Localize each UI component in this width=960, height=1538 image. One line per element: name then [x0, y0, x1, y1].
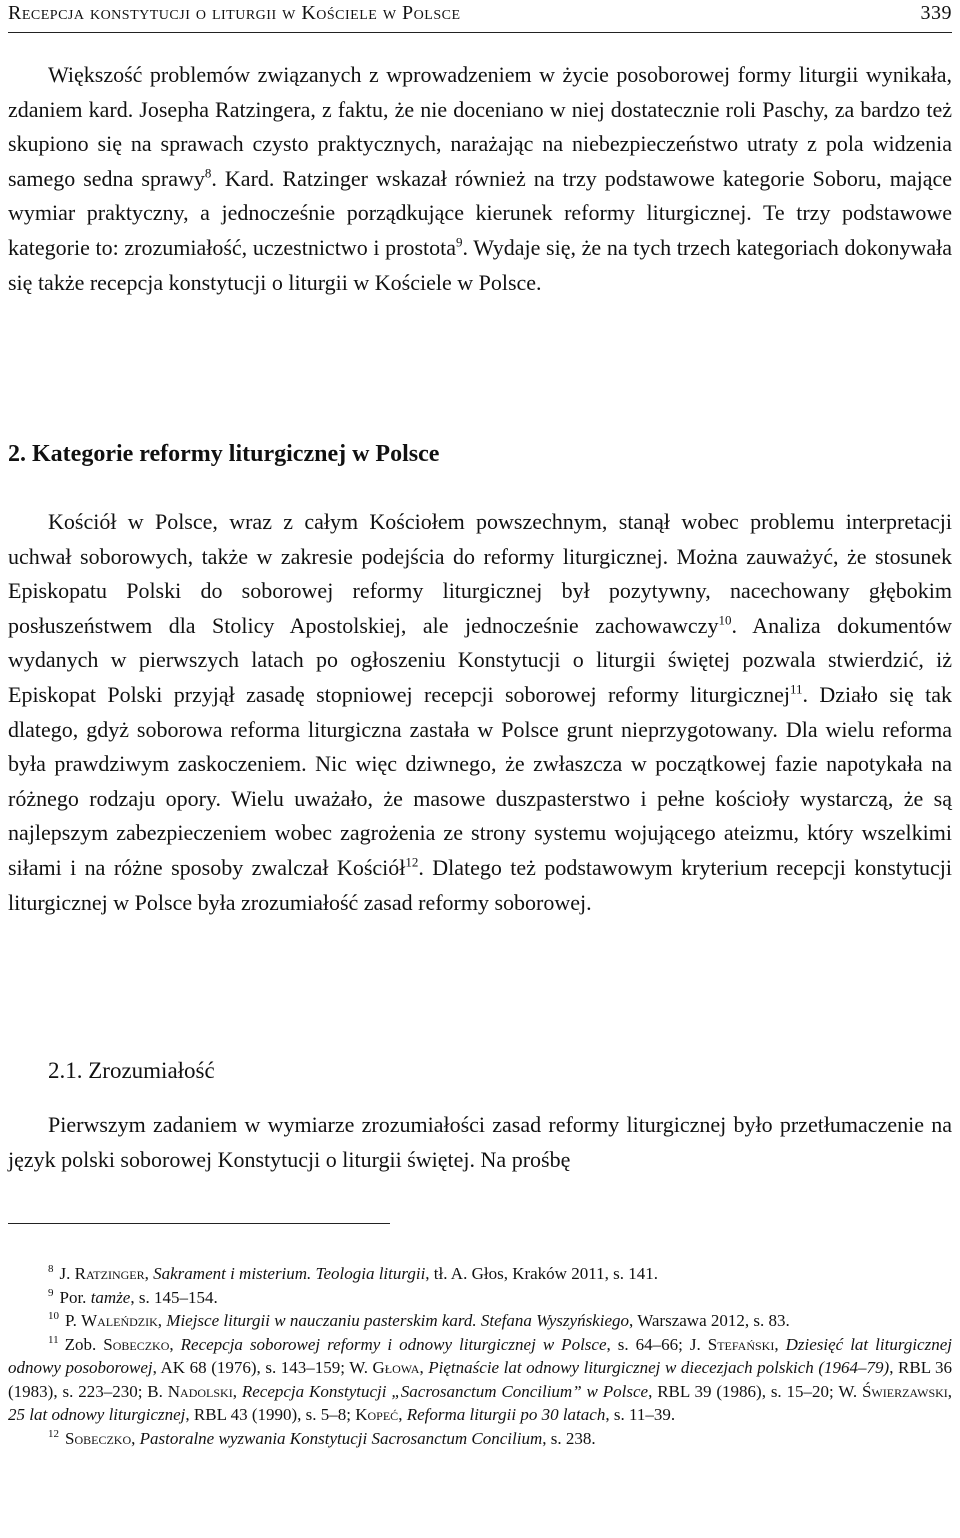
footnote-author: Nadolski — [167, 1381, 233, 1401]
footnote-text: , AK 68 (1976), s. 143–159; W. — [152, 1358, 373, 1377]
footnote-title: Sakrament i misterium. Teologia liturgii — [153, 1264, 426, 1283]
footnote-number: 11 — [48, 1333, 59, 1346]
footnote-title: Pastoralne wyzwania Konstytucji Sacrosanctum Concilium — [139, 1428, 543, 1448]
footnote-8 — [8, 1262, 952, 1286]
footnote-text: Zob. — [64, 1334, 104, 1354]
footnote-author: Kopeć — [355, 1405, 399, 1424]
paragraph-2-text-1: Kościół w Polsce, wraz z całym Kościołem powszechnym, stanął wobec problemu interpretacji uchwał soborowych, także w zakresie podejścia do reformy liturgicznej. Można zauważyć, że stosunek Episkopatu Polski do soborowej reformy liturgicznej był pozytywny, nacechowany głębokim posłuszeństwem dla Stolicy Apostolskiej, ale jednocześnie zachowawczy — [8, 509, 952, 638]
footnote-text: P. — [65, 1311, 82, 1330]
footnote-11 — [8, 1333, 952, 1427]
footnote-title: Dziesięć lat liturgicznej odnowy posoborowej — [8, 1334, 952, 1377]
footnote-author: Sobeczko — [103, 1334, 170, 1354]
footnote-ref-12[interactable]: 12 — [405, 854, 419, 870]
footnote-title: Piętnaście lat odnowy liturgicznej w diecezjach polskich (1964–79) — [428, 1358, 890, 1377]
footnote-number: 12 — [48, 1427, 59, 1440]
footnote-text: , Warszawa 2012, s. 83. — [629, 1311, 790, 1330]
footnote-title: Miejsce liturgii w nauczaniu pasterskim kard. Stefana Wyszyńskiego — [166, 1311, 629, 1330]
paragraph-3 — [8, 1108, 952, 1177]
footnote-ref-9[interactable]: 9 — [456, 234, 463, 250]
footnote-author: Ratzinger — [74, 1264, 145, 1283]
footnote-title: Recepcja Konstytucji „Sacrosanctum Concilium” w Polsce — [241, 1381, 649, 1401]
paragraph-2-text-3: . Działo się tak dlatego, gdyż soborowa reforma liturgiczna zastała w Polsce grunt nieprzygotowany. Dla wielu reforma była prawdziwym zaskoczeniem. Nic więc dziwnego, że zwłaszcza w początkowej fazie napotykała na różnego rodzaju opory. Wielu uważało, że masowe duszpasterstwo i pełne kościoły wystarczą, że są najlepszym zabezpieczeniem wobec zagrożenia ze strony systemu wojującego ateizmu, który wszelkimi siłami i na różne sposoby zwalczał Kościół — [8, 681, 952, 880]
footnote-text: , — [131, 1428, 140, 1448]
footnote-text: , — [419, 1358, 429, 1377]
footnote-number: 8 — [48, 1263, 54, 1276]
footnote-text: , — [157, 1311, 167, 1330]
footnote-text: , s. 238. — [542, 1428, 596, 1448]
paragraph-1-text-1: Większość problemów związanych z wprowadzeniem w życie posoborowej formy liturgii wynikała, zdaniem kard. Josepha Ratzingera, z faktu, że nie doceniano w niej dostatecznie roli Paschy, za bardzo też skupiono się na sprawach czysto praktycznych, narażając na niebezpieczeństwo utraty z pola widzenia samego sedna sprawy — [8, 62, 952, 191]
footnote-ref-10[interactable]: 10 — [718, 612, 732, 628]
footnote-text: , — [169, 1334, 181, 1354]
paragraph-3-text: Pierwszym zadaniem w wymiarze zrozumiałości zasad reformy liturgicznej było przetłumaczenie na język polski soborowej Konstytucji o liturgii świętej. Na prośbę — [8, 1112, 952, 1172]
paragraph-1 — [8, 58, 952, 300]
footnote-text: , — [947, 1381, 953, 1401]
footnote-text: , s. 11–39. — [605, 1405, 676, 1424]
footnote-12 — [8, 1427, 952, 1451]
footnote-text: Por. — [59, 1287, 91, 1307]
footnote-text: , — [144, 1264, 154, 1283]
footnote-9 — [8, 1286, 952, 1310]
footnote-title: 25 lat odnowy liturgicznej — [8, 1405, 186, 1424]
footnote-author: Głowa — [372, 1358, 420, 1377]
footnote-author: Stefański — [707, 1334, 775, 1354]
running-title: Recepcja konstytucji o liturgii w Kościele w Polsce — [8, 2, 461, 24]
footnote-number: 9 — [48, 1286, 54, 1299]
footnote-ref-8[interactable]: 8 — [204, 165, 212, 181]
paragraph-2 — [8, 505, 952, 920]
footnote-number: 10 — [48, 1310, 59, 1323]
footnotes — [8, 1262, 952, 1450]
footnote-rule — [8, 1223, 390, 1224]
footnote-title: Reforma liturgii po 30 latach — [406, 1405, 606, 1424]
footnote-text: , RBL 43 (1990), s. 5–8; — [185, 1405, 356, 1424]
header-rule — [8, 32, 952, 33]
footnote-ref-11[interactable]: 11 — [789, 681, 803, 697]
footnote-text: , tł. A. Głos, Kraków 2011, s. 141. — [425, 1264, 658, 1283]
footnote-text: , s. 145–154. — [130, 1287, 218, 1307]
footnote-text: , — [774, 1334, 786, 1354]
page-number: 339 — [920, 2, 952, 24]
footnote-10 — [8, 1309, 952, 1333]
footnote-text: J. — [59, 1264, 75, 1283]
footnote-text: , RBL 36 (1983), s. 223–230; B. — [8, 1358, 953, 1401]
section-heading: 2. Kategorie reformy liturgicznej w Polsce — [8, 441, 440, 467]
running-header — [8, 2, 952, 28]
footnote-text: , s. 64–66; J. — [606, 1334, 708, 1354]
paragraph-1-text-3: . Wydaje się, że na tych trzech kategoriach dokonywała się także recepcja konstytucji o liturgii w Kościele w Polsce. — [8, 234, 953, 295]
paragraph-2-text-2: . Analiza dokumentów wydanych w pierwszych latach po ogłoszeniu Konstytucji o liturgii świętej pozwala stwierdzić, iż Episkopat Polski przyjął zasadę stopniowej recepcji soborowej reformy liturgicznej — [8, 612, 952, 707]
footnote-text: , RBL 39 (1986), s. 15–20; W. — [648, 1381, 862, 1401]
footnote-title: tamże — [90, 1287, 131, 1307]
footnote-author: Sobeczko — [65, 1428, 132, 1448]
subsection-heading: 2.1. Zrozumiałość — [48, 1058, 215, 1083]
footnote-author: Waleńdzik — [81, 1311, 158, 1330]
footnote-text: , — [232, 1381, 242, 1401]
footnote-author: Świerzawski — [861, 1381, 948, 1401]
footnote-title: Recepcja soborowej reformy i odnowy liturgicznej w Polsce — [180, 1334, 607, 1354]
paragraph-1-text-2: . Kard. Ratzinger wskazał również na trzy podstawowe kategorie Soboru, mające wymiar praktyczny, a jednocześnie porządkujące kierunek reformy liturgicznej. Te trzy podstawowe kategorie to: zrozumiałość, uczestnictwo i prostota — [8, 165, 952, 260]
footnote-text: , — [398, 1405, 407, 1424]
paragraph-2-text-4: . Dlatego też podstawowym kryterium recepcji konstytucji liturgicznej w Polsce była zrozumiałość zasad reformy soborowej. — [8, 854, 952, 915]
